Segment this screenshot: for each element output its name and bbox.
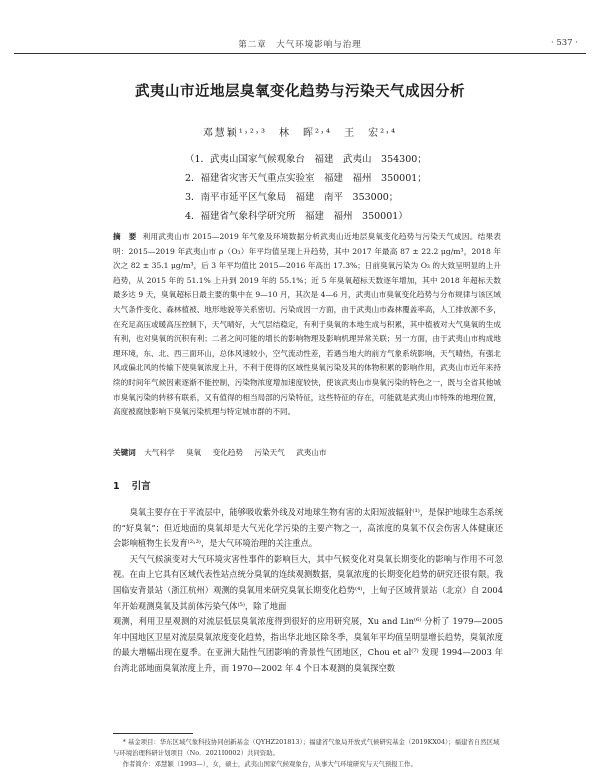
abstract-label: 摘 要 — [113, 232, 137, 241]
header-rule — [14, 53, 586, 54]
keyword: 臭氧 — [186, 448, 202, 457]
chapter-header: 第二章 大气环境影响与治理 — [238, 40, 362, 50]
section-number: 1 — [113, 481, 120, 492]
keyword: 污染天气 — [254, 448, 285, 457]
paper-title: 武夷山市近地层臭氧变化趋势与污染天气成因分析 — [135, 84, 465, 100]
affiliation-line: （1．武夷山国家气候观象台 福建 武夷山 354300； — [185, 154, 427, 165]
body-paragraph: 观测，利用卫星观测的对流层低层臭氧浓度得到很好的应用研究展，Xu and Lin⁽⁶⁾ 分析了 1979—2005 年中国地区卫星对流层臭氧浓度变化趋势，指出华北地区除冬季，臭氧年平均值呈明显增长趋势，臭氧浓度的最大增幅出现在夏季。在亚洲大陆性气团影响的背景性气团地区，Chou et al⁽⁷⁾ 发现 1994—2003 年台湾北部地面臭氧浓度上升，而 1970—2002 年 4 个日本观测的臭氧探空数 — [113, 616, 503, 673]
footnote-author-bio: 作者简介：邓慧颖（1993—），女，硕士，武夷山国家气候观象台，从事大气环境研究与天气预报工作。 — [122, 760, 417, 768]
affiliation-line: 3．南平市延平区气象局 福建 南平 353000； — [185, 192, 399, 203]
footnote-rule — [113, 733, 193, 734]
affiliation-line: 2．福建省灾害天气重点实验室 福建 福州 350001； — [185, 173, 427, 184]
affiliations — [185, 150, 427, 226]
body-paragraph: 天气气候演变对大气环境灾害性事件的影响巨大，其中气候变化对臭氧长期变化的影响与作用不可忽视。在由上它具有区域代表性站点统分臭氧的连续观测数据，臭氧浓度的长期变化趋势的研究还很有限。我国临安背景站（浙江杭州）观测的臭氧用来研究臭氧长期变化趋势⁽⁴⁾，上甸子区域背景站（北京）自 2004 年开始观测臭氧及其前体污染气体⁽⁵⁾，除了地面 — [113, 553, 503, 611]
keyword: 大气科学 — [144, 448, 175, 457]
page-number: · 537 · — [550, 38, 578, 48]
section-title: 引言 — [131, 481, 151, 492]
body-text — [113, 505, 503, 677]
footnotes — [113, 737, 503, 770]
affiliation-line: 4．福建省气象科学研究所 福建 福州 350001） — [185, 211, 408, 222]
section-heading-introduction — [113, 478, 151, 492]
keyword: 武夷山市 — [296, 448, 327, 457]
running-head — [14, 38, 586, 52]
keywords-label: 关键词 — [113, 448, 136, 457]
abstract — [113, 230, 501, 420]
keywords — [113, 447, 501, 458]
footnote-funding: * 基金项目：华东区域气象科技协同创新基金（QYHZ201813）；福建省气象局开放式气候研究基金（2019KX04）；福建省自然区域与环境治理科研计划项目（No．2021I0002）共同资助。 — [113, 738, 500, 757]
keyword: 变化趋势 — [212, 448, 243, 457]
abstract-text: 利用武夷山市 2015—2019 年气象及环境数据分析武夷山近地层臭氧变化趋势与污染天气成因。结果表明：2015—2019 年武夷山市 ρ（O₃）年平均值呈现上升趋势，其中 2017 年最高 87 ± 22.2 μg/m³，2018 年次之 82 ± 35.1 μg/m³，后 3 年平均值比 2015—2016 年高出 17.3%；日前臭氧污染为 O₃ 的大致呈明显的上升趋势，从 2015 年的 51.1% 上升到 2019 年的 55.1%；近 5 年臭氧超标天数逐年增加，其中 2018 年超标天数最多达 9 天，臭氧超标日最主要的集中在 9—10 月，其次是 4—6 月，武夷山市臭氧变化趋势与分布规律与该区域大气条件变化、森林植被、地形地貌等关系密切。污染成因一方面，由于武夷山市森林覆盖率高，人工排放源不多，在充足高压或暖高压控制下，天气晴好，大气层结稳定，有利于臭氧的本地生成与积累，其中植被对大气臭氧的生成有利，也对臭氧的沉积有利；二者之间可能的增长的影响物理及影响机理异常关联；另一方面，由于武夷山市构成地理环境，东、北、西三面环山，总体风速较小，空气流动性差，若遇当地大的前方气象系统影响，天气晴热，有强北风或偏北风的传输下使臭氧浓度上升，不利于使得的区域性臭氧污染及其的体物积累的影响作用，武夷山市近年来持续的时间年气候因素逐渐不能控制，污染物浓度增加速度较快，使该武夷山市臭氧污染的特色之一，既与全省其他城市臭氧污染的转移有联系，又有值得的相当局部的污染特征，这些特征的存在，可能就是武夷山市特殊的地理位置，高度被腐蚀影响下臭氧污染机理与特定城市群的不同。 — [113, 232, 501, 417]
body-paragraph: 臭氧主要存在于平流层中，能够吸收紫外线及对地球生物有害的太阳短波辐射⁽¹⁾，是保护地球生态系统的“好臭氧”；但近地面的臭氧却是大气光化学污染的主要产物之一，高浓度的臭氧不仅会伤害人体健康还会影响植物生长发育⁽²˒³⁾，是大气环境治理的关注重点。 — [113, 507, 503, 549]
author-list: 邓慧颖¹˒²˒³ 林 晖²˒⁴ 王 宏²˒⁴ — [202, 128, 398, 139]
